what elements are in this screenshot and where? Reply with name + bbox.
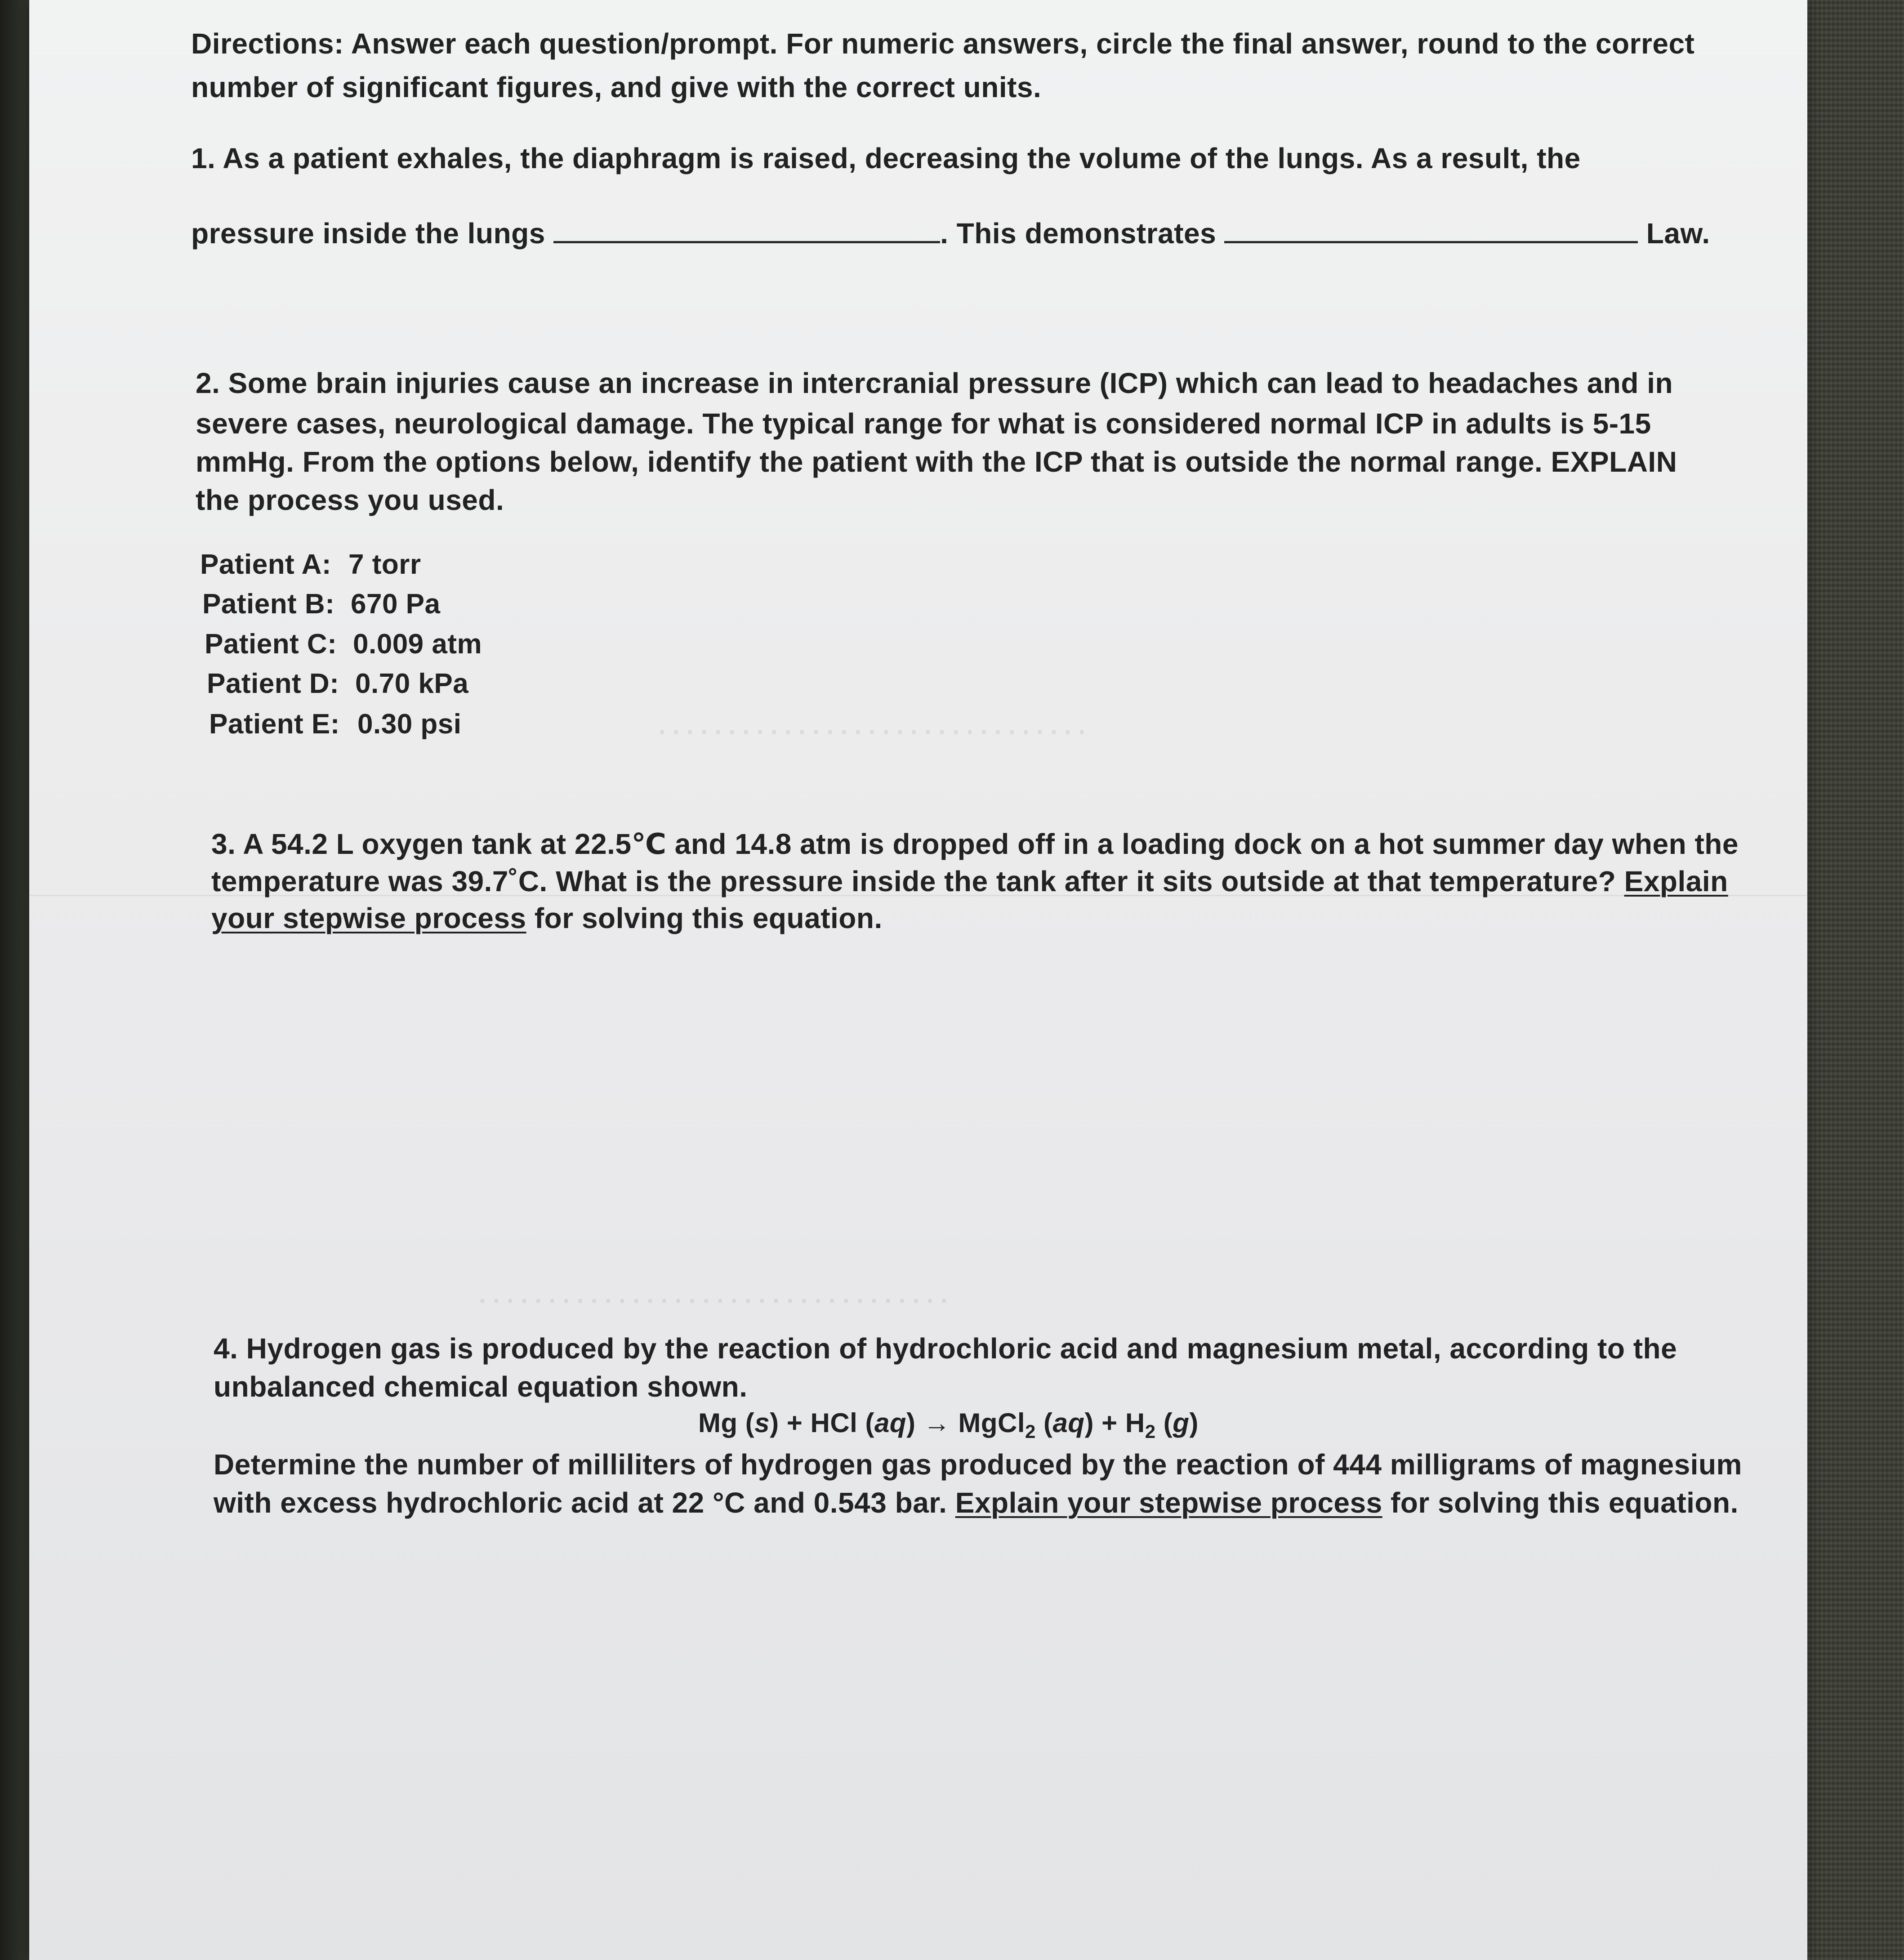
eq-close: ) [1189,1408,1199,1438]
eq-state-s: s [754,1408,770,1438]
eq-state-aq-2: aq [1052,1408,1085,1438]
patient-a-value: 7 torr [348,549,421,580]
patient-d-value: 0.70 kPa [355,668,469,699]
q1-answer-blank-1[interactable] [553,241,940,243]
directions-line-1: Directions: Answer each question/prompt. For numeric answers, circle the final answer, round to the correct [191,27,1695,60]
q1-text-line-1: 1. As a patient exhales, the diaphragm is raised, decreasing the volume of the lungs. As a result, the [191,142,1581,174]
chemical-equation [698,1410,1199,1441]
q3-text-line-2 [211,867,1728,896]
eq-h: ) + H [1084,1408,1145,1438]
directions-line-2: number of significant figures, and give with the correct units. [191,71,1042,103]
q1-answer-blank-2[interactable] [1224,241,1638,243]
worksheet-page [29,0,1807,1960]
patient-e [209,710,461,738]
q3-line-3-text: for solving this equation. [526,902,883,934]
patient-e-label: Patient E: [209,709,340,740]
patient-b-value: 670 Pa [351,589,441,620]
eq-mg: Mg ( [698,1408,755,1438]
eq-arrow-mgcl: ) → MgCl [906,1408,1025,1438]
q1-middle: . This demonstrates [940,217,1217,250]
show-through-text: ∙ ∙ ∙ ∙ ∙ ∙ ∙ ∙ ∙ ∙ ∙ ∙ ∙ ∙ ∙ ∙ ∙ ∙ ∙ ∙ ∙ ∙ ∙ ∙ ∙ ∙ ∙ ∙ ∙ ∙ ∙ [659,718,1086,746]
patient-d-label: Patient D: [207,668,339,699]
eq-paren: ( [1035,1408,1053,1438]
q2-text-line-1: 2. Some brain injuries cause an increase in intercranial pressure (ICP) which can lead to headaches and in [196,367,1673,399]
q4-stepwise-underlined: Explain your stepwise process [955,1487,1382,1519]
q4-line-4-end: for solving this equation. [1382,1487,1739,1519]
q1-suffix: Law. [1646,217,1710,250]
eq-state-g: g [1173,1408,1190,1438]
q4-text-line-3: Determine the number of milliliters of hydrogen gas produced by the reaction of 444 milligrams of magnesium [214,1448,1742,1481]
eq-state-aq-1: aq [874,1408,907,1438]
q4-line-4-text: with excess hydrochloric acid at 22 °C and 0.543 bar. [214,1487,955,1519]
q2-text-line-4: the process you used. [196,484,504,516]
q3-line-2-text: temperature was 39.7˚C. What is the pressure inside the tank after it sits outside at that temperature? [211,865,1616,897]
q3-text-line-3 [211,904,883,933]
q2-text-line-2: severe cases, neurological damage. The typical range for what is considered normal ICP in adults is 5-15 [196,407,1651,440]
q3-explain-underlined: Explain [1624,865,1728,897]
eq-paren-2: ( [1155,1408,1173,1438]
show-through-text: ∙ ∙ ∙ ∙ ∙ ∙ ∙ ∙ ∙ ∙ ∙ ∙ ∙ ∙ ∙ ∙ ∙ ∙ ∙ ∙ ∙ ∙ ∙ ∙ ∙ ∙ ∙ ∙ ∙ ∙ ∙ ∙ ∙ ∙ [479,1286,948,1315]
patient-c-value: 0.009 atm [353,629,482,660]
patient-b-label: Patient B: [202,589,335,620]
q3-stepwise-underlined: your stepwise process [211,902,526,934]
eq-hcl: ) + HCl ( [770,1408,874,1438]
patient-a [200,551,421,579]
q1-fill-in-line [191,219,1710,248]
eq-subscript-h2: 2 [1145,1421,1156,1442]
patient-e-value: 0.30 psi [357,709,462,740]
eq-subscript-2: 2 [1025,1421,1036,1442]
patient-b [202,590,441,618]
q3-text-line-1: 3. A 54.2 L oxygen tank at 22.5℃ and 14.8 atm is dropped off in a loading dock on a hot summer day when the [211,828,1739,860]
patient-c-label: Patient C: [205,629,337,660]
patient-a-label: Patient A: [200,549,332,580]
q2-text-line-3: mmHg. From the options below, identify the patient with the ICP that is outside the normal range. EXPLAIN [196,446,1677,478]
q1-prefix: pressure inside the lungs [191,217,545,250]
q4-text-line-2: unbalanced chemical equation shown. [214,1371,748,1403]
q4-text-line-4 [214,1488,1739,1517]
q4-text-line-1: 4. Hydrogen gas is produced by the reaction of hydrochloric acid and magnesium metal, according to the [214,1332,1677,1365]
carpet-background [1803,0,1904,1960]
patient-c [205,630,482,658]
patient-d [207,670,468,698]
